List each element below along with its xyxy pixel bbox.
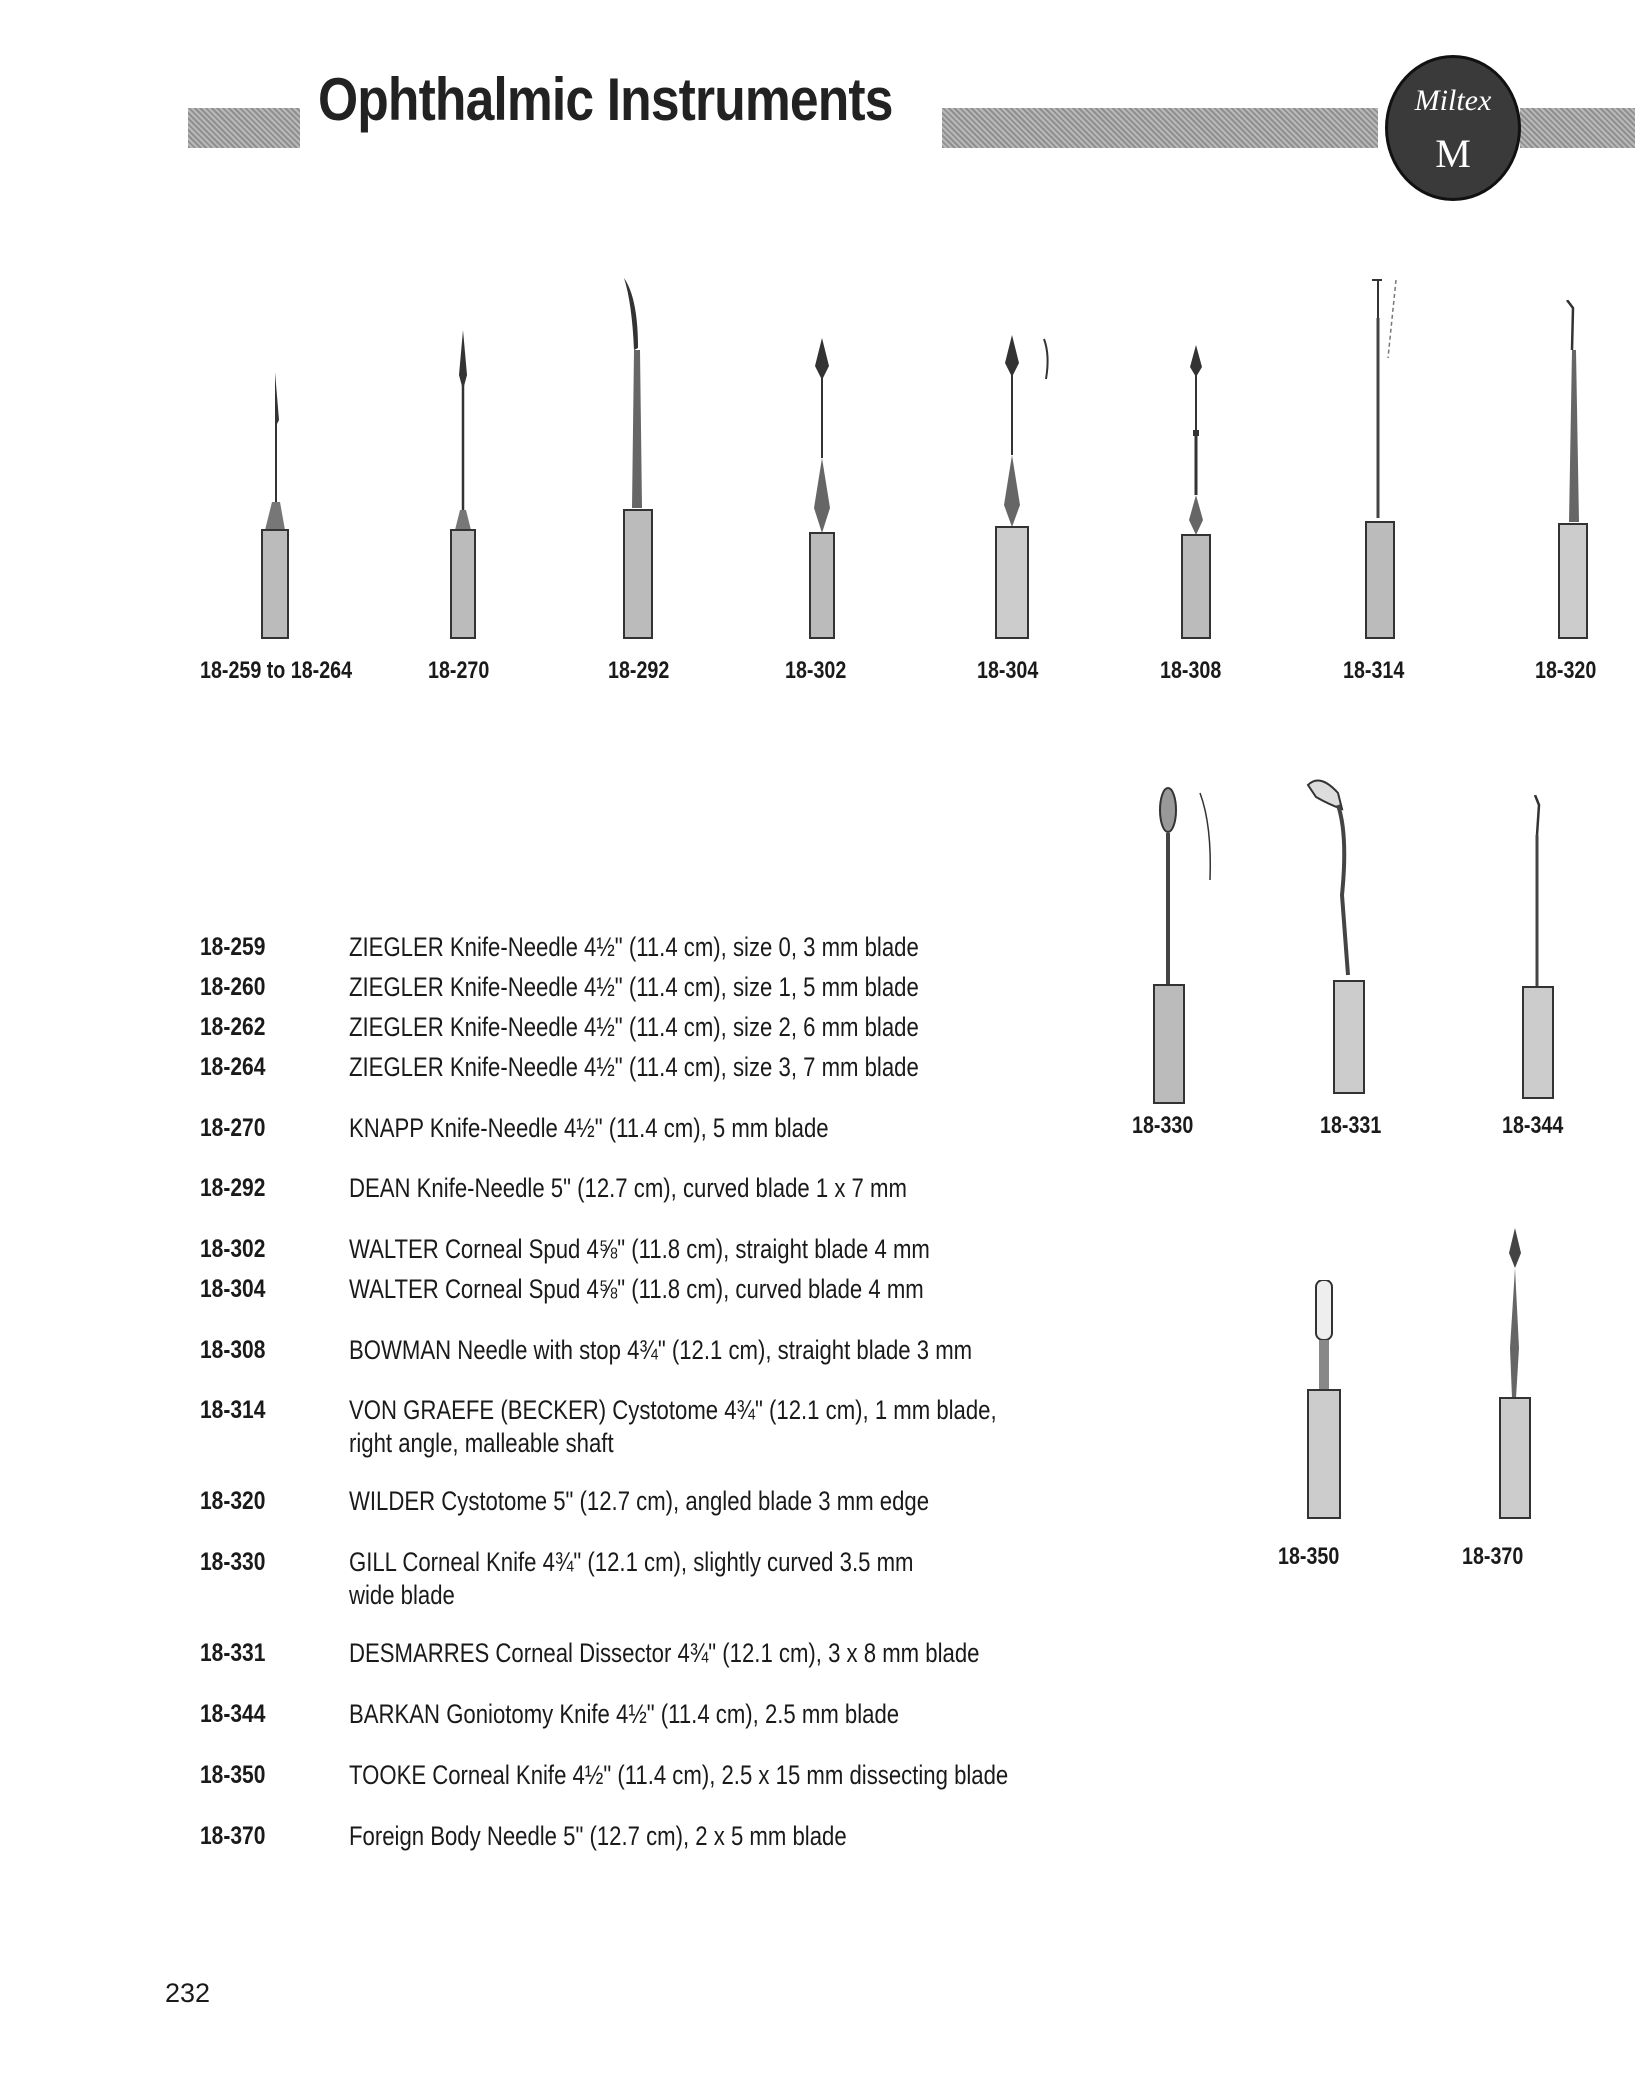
header-bar-right — [942, 108, 1378, 148]
item-code: 18-330 — [200, 1548, 266, 1576]
item-description: WILDER Cystotome 5" (12.7 cm), angled blade 3 mm edge — [349, 1486, 930, 1516]
item-description: BOWMAN Needle with stop 4¾" (12.1 cm), straight blade 3 mm — [349, 1335, 973, 1365]
instrument-18-292-image — [612, 278, 662, 640]
logo-mark: M — [1435, 131, 1471, 176]
item-code: 18-262 — [200, 1013, 266, 1041]
item-description: TOOKE Corneal Knife 4½" (11.4 cm), 2.5 x 15 mm dissecting blade — [349, 1760, 1009, 1790]
instrument-18-259-image — [255, 360, 295, 640]
caption-18-350: 18-350 — [1278, 1543, 1340, 1570]
knife-needle-icon — [255, 360, 295, 640]
logo-brand: Miltex — [1414, 84, 1492, 117]
instrument-18-308-image — [1176, 345, 1216, 640]
item-code: 18-308 — [200, 1336, 266, 1364]
caption-18-330: 18-330 — [1132, 1112, 1194, 1139]
corneal-knife-icon — [1150, 785, 1230, 1105]
item-description: WALTER Corneal Spud 4⅝" (11.8 cm), curved blade 4 mm — [349, 1274, 924, 1304]
caption-18-302: 18-302 — [785, 657, 847, 684]
instrument-18-302-image — [802, 338, 842, 640]
caption-18-308: 18-308 — [1160, 657, 1222, 684]
corneal-dissector-icon — [1300, 775, 1380, 1095]
instrument-18-320-image — [1553, 300, 1593, 640]
item-description: GILL Corneal Knife 4¾" (12.1 cm), slightly curved 3.5 mm wide blade — [349, 1547, 914, 1610]
caption-18-320: 18-320 — [1535, 657, 1597, 684]
instrument-18-304-image — [992, 335, 1062, 640]
instrument-18-270-image — [443, 330, 483, 640]
item-code: 18-304 — [200, 1275, 266, 1303]
item-code: 18-270 — [200, 1114, 266, 1142]
tooke-knife-icon — [1300, 1280, 1350, 1520]
instrument-18-331-image — [1300, 775, 1380, 1095]
corneal-spud-curved-icon — [992, 335, 1062, 640]
item-code: 18-370 — [200, 1822, 266, 1850]
miltex-logo — [1385, 55, 1521, 201]
needle-with-stop-icon — [1176, 345, 1216, 640]
caption-18-292: 18-292 — [608, 657, 670, 684]
knife-needle-icon — [443, 330, 483, 640]
item-code: 18-344 — [200, 1700, 266, 1728]
instrument-18-314-image — [1360, 278, 1410, 640]
cystotome-angled-icon — [1553, 300, 1593, 640]
caption-18-259: 18-259 to 18-264 — [200, 657, 353, 684]
instrument-18-350-image — [1300, 1280, 1350, 1520]
item-description: ZIEGLER Knife-Needle 4½" (11.4 cm), size 2, 6 mm blade — [349, 1012, 919, 1042]
item-code: 18-302 — [200, 1235, 266, 1263]
page-title: Ophthalmic Instruments — [318, 66, 893, 133]
item-code: 18-331 — [200, 1639, 266, 1667]
caption-18-331: 18-331 — [1320, 1112, 1382, 1139]
goniotomy-knife-icon — [1515, 795, 1565, 1100]
item-description: ZIEGLER Knife-Needle 4½" (11.4 cm), size 3, 7 mm blade — [349, 1052, 919, 1082]
item-code: 18-264 — [200, 1053, 266, 1081]
item-code: 18-350 — [200, 1761, 266, 1789]
curved-knife-needle-icon — [612, 278, 662, 640]
caption-18-344: 18-344 — [1502, 1112, 1564, 1139]
item-description: VON GRAEFE (BECKER) Cystotome 4¾" (12.1 cm), 1 mm blade, right angle, malleable shaft — [349, 1395, 997, 1458]
caption-18-314: 18-314 — [1343, 657, 1405, 684]
caption-18-304: 18-304 — [977, 657, 1039, 684]
item-description: BARKAN Goniotomy Knife 4½" (11.4 cm), 2.5 mm blade — [349, 1699, 900, 1729]
header-bar-far-right — [1520, 108, 1635, 148]
caption-18-370: 18-370 — [1462, 1543, 1524, 1570]
corneal-spud-icon — [802, 338, 842, 640]
item-code: 18-292 — [200, 1174, 266, 1202]
item-code: 18-259 — [200, 933, 266, 961]
cystotome-icon — [1360, 278, 1410, 640]
instrument-18-370-image — [1490, 1228, 1540, 1520]
header-bar-left — [188, 108, 300, 148]
item-description: WALTER Corneal Spud 4⅝" (11.8 cm), straight blade 4 mm — [349, 1234, 930, 1264]
instrument-18-330-image — [1150, 785, 1230, 1105]
foreign-body-needle-icon — [1490, 1228, 1540, 1520]
item-description: KNAPP Knife-Needle 4½" (11.4 cm), 5 mm blade — [349, 1113, 829, 1143]
item-description: Foreign Body Needle 5" (12.7 cm), 2 x 5 mm blade — [349, 1821, 847, 1851]
item-description: DESMARRES Corneal Dissector 4¾" (12.1 cm), 3 x 8 mm blade — [349, 1638, 980, 1668]
item-description: ZIEGLER Knife-Needle 4½" (11.4 cm), size 1, 5 mm blade — [349, 972, 919, 1002]
item-code: 18-260 — [200, 973, 266, 1001]
item-description: DEAN Knife-Needle 5" (12.7 cm), curved blade 1 x 7 mm — [349, 1173, 907, 1203]
item-code: 18-320 — [200, 1487, 266, 1515]
instrument-18-344-image — [1515, 795, 1565, 1100]
page-number: 232 — [165, 1978, 211, 2008]
item-code: 18-314 — [200, 1396, 266, 1424]
item-description: ZIEGLER Knife-Needle 4½" (11.4 cm), size 0, 3 mm blade — [349, 932, 919, 962]
caption-18-270: 18-270 — [428, 657, 490, 684]
